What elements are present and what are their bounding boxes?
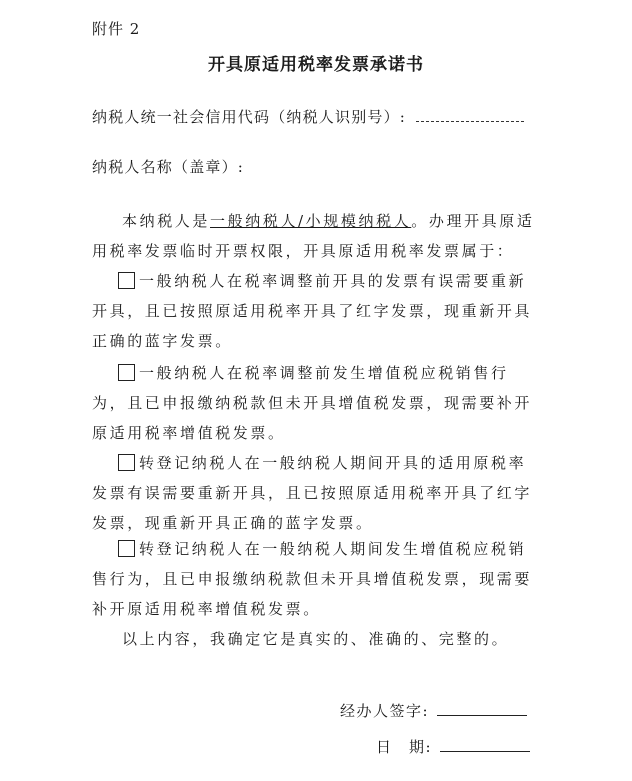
taxpayer-name-field — [92, 156, 244, 177]
handler-signature-line[interactable] — [437, 714, 527, 716]
annex-label: 附件 2 — [92, 20, 141, 38]
option-1-checkbox[interactable] — [118, 272, 135, 289]
tax-code-blank[interactable] — [416, 120, 524, 122]
option-2 — [92, 358, 542, 448]
tax-code-label: 纳税人统一社会信用代码（纳税人识别号）: — [92, 108, 407, 126]
option-4-text: 转登记纳税人在一般纳税人期间发生增值税应税销售行为，且已申报缴纳税款但未开具增值税发票，现需要补开原适用税率增值税发票。 — [92, 540, 533, 618]
option-3-checkbox[interactable] — [118, 454, 135, 471]
option-2-checkbox[interactable] — [118, 364, 135, 381]
option-4 — [92, 534, 542, 624]
option-2-text: 一般纳税人在税率调整前发生增值税应税销售行为，且已申报缴纳税款但未开具增值税发票，现需要补开原适用税率增值税发票。 — [92, 364, 533, 442]
document-title: 开具原适用税率发票承诺书 — [208, 55, 424, 75]
option-4-checkbox[interactable] — [118, 540, 135, 557]
option-1 — [92, 266, 542, 356]
confirmation-statement: 以上内容，我确定它是真实的、准确的、完整的。 — [122, 630, 510, 648]
date-line[interactable] — [440, 750, 530, 752]
handler-signature-label: 经办人签字: — [340, 702, 430, 720]
date-field — [376, 736, 530, 757]
intro-suffix: 。办理开具原适用税率发票临时开票权限，开具原适用税率发票属于： — [92, 212, 535, 260]
handler-signature-field — [340, 700, 527, 721]
taxpayer-type-choice: 一般纳税人/小规模纳税人 — [210, 212, 412, 230]
intro-paragraph — [92, 206, 542, 266]
option-1-text: 一般纳税人在税率调整前开具的发票有误需要重新开具，且已按照原适用税率开具了红字发票，现重新开具正确的蓝字发票。 — [92, 272, 533, 350]
taxpayer-name-label: 纳税人名称（盖章）: — [92, 158, 245, 176]
option-3 — [92, 448, 542, 538]
option-3-text: 转登记纳税人在一般纳税人期间开具的适用原税率发票有误需要重新开具，且已按照原适用税率开具了红字发票，现重新开具正确的蓝字发票。 — [92, 454, 533, 532]
tax-code-field — [92, 106, 524, 127]
intro-prefix: 本纳税人是 — [122, 212, 211, 230]
date-label: 日 期: — [376, 738, 433, 756]
